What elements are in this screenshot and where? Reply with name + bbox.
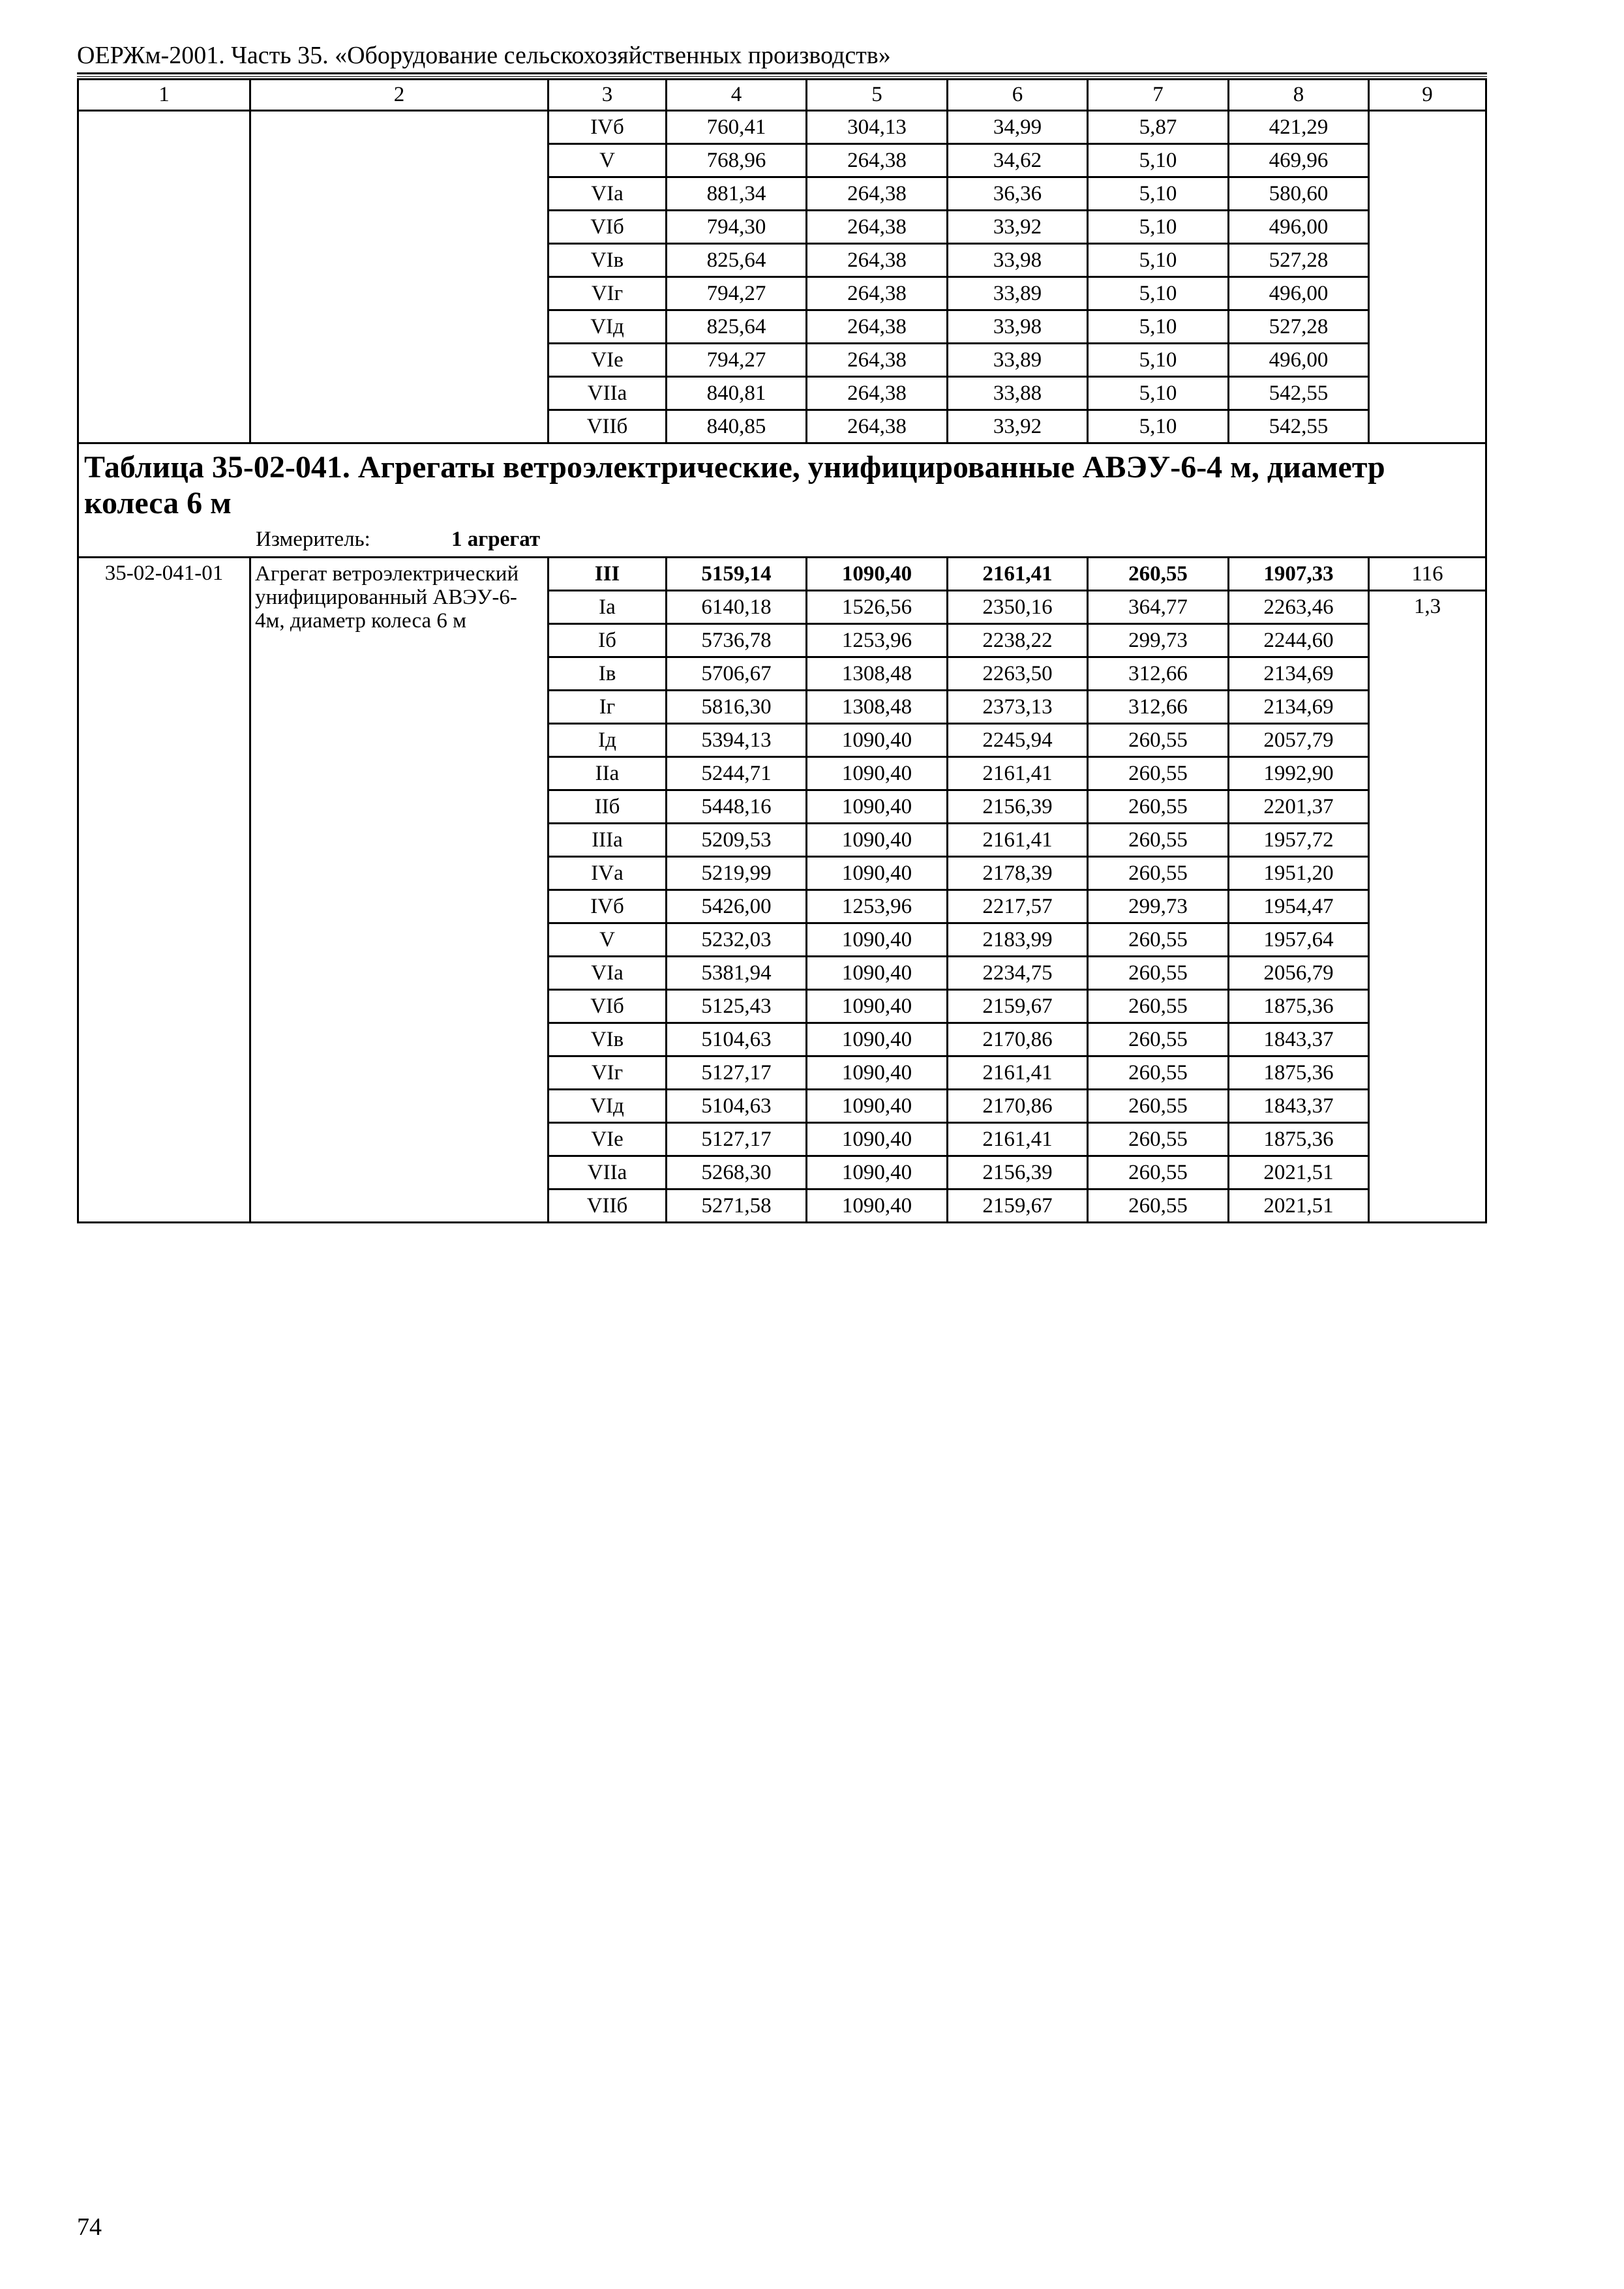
value-cell: 299,73 [1088, 624, 1229, 657]
value-cell: 5,10 [1088, 377, 1229, 410]
zone-cell: IIIа [549, 824, 667, 857]
table-title: Таблица 35-02-041. Агрегаты ветроэлектрические, унифицированные АВЭУ-6-4 м, диаметр колеса 6 м [84, 450, 1385, 520]
value-cell: 2161,41 [948, 757, 1088, 790]
zone-cell: IVб [549, 890, 667, 923]
measure-label: Измеритель: [256, 528, 370, 551]
value-cell: 5448,16 [667, 790, 807, 824]
continued-col9-cell [1369, 111, 1486, 443]
value-cell: 1090,40 [807, 1056, 948, 1090]
value-cell: 33,92 [948, 211, 1088, 244]
zone-cell: VIIб [549, 1189, 667, 1223]
value-cell: 260,55 [1088, 1090, 1229, 1123]
value-cell: 2021,51 [1229, 1156, 1369, 1189]
value-cell: 1992,90 [1229, 757, 1369, 790]
zone-cell: Iа [549, 591, 667, 624]
zone-cell: VIа [549, 957, 667, 990]
header-rule-thin [77, 76, 1487, 77]
value-cell: 1090,40 [807, 724, 948, 757]
zone-cell: VIе [549, 1123, 667, 1156]
value-cell: 881,34 [667, 177, 807, 211]
value-cell: 5381,94 [667, 957, 807, 990]
value-cell: 260,55 [1088, 857, 1229, 890]
value-cell: 5127,17 [667, 1123, 807, 1156]
value-cell: 5,10 [1088, 177, 1229, 211]
value-cell: 760,41 [667, 111, 807, 144]
value-cell: 364,77 [1088, 591, 1229, 624]
column-number: 4 [667, 80, 807, 111]
value-cell: 34,62 [948, 144, 1088, 177]
value-cell: 1090,40 [807, 824, 948, 857]
value-cell: 1308,48 [807, 691, 948, 724]
value-cell: 1090,40 [807, 1023, 948, 1056]
rates-table [77, 78, 1487, 1223]
value-cell: 1090,40 [807, 1123, 948, 1156]
value-cell: 496,00 [1229, 277, 1369, 310]
column-number: 5 [807, 80, 948, 111]
value-cell: 5,10 [1088, 211, 1229, 244]
value-cell: 1308,48 [807, 657, 948, 691]
value-cell: 768,96 [667, 144, 807, 177]
value-cell: 260,55 [1088, 790, 1229, 824]
value-cell: 260,55 [1088, 957, 1229, 990]
value-cell: 1951,20 [1229, 857, 1369, 890]
zone-cell: IVа [549, 857, 667, 890]
value-cell: 5,10 [1088, 144, 1229, 177]
value-cell: 1253,96 [807, 624, 948, 657]
measure-line [84, 521, 1479, 556]
value-cell: 1875,36 [1229, 990, 1369, 1023]
value-cell: 2161,41 [948, 1056, 1088, 1090]
value-cell: 1957,64 [1229, 923, 1369, 957]
value-cell: 260,55 [1088, 824, 1229, 857]
zone-cell: VIа [549, 177, 667, 211]
value-cell: 264,38 [807, 244, 948, 277]
zone-cell: Iд [549, 724, 667, 757]
value-cell: 2263,50 [948, 657, 1088, 691]
value-cell: 5,10 [1088, 310, 1229, 344]
value-cell: 264,38 [807, 310, 948, 344]
item-name: Агрегат ветроэлектрический унифицированный АВЭУ-6-4м, диаметр колеса 6 м [250, 558, 549, 1223]
value-cell: 2161,41 [948, 824, 1088, 857]
value-cell: 5127,17 [667, 1056, 807, 1090]
zone-cell: VIб [549, 990, 667, 1023]
column-number: 2 [250, 80, 549, 111]
value-cell: 5706,67 [667, 657, 807, 691]
value-cell: 264,38 [807, 377, 948, 410]
zone-cell: VIIа [549, 377, 667, 410]
value-cell: 794,30 [667, 211, 807, 244]
value-cell: 33,98 [948, 244, 1088, 277]
value-cell: 2217,57 [948, 890, 1088, 923]
zone-cell: Iб [549, 624, 667, 657]
value-cell: 264,38 [807, 344, 948, 377]
value-cell: 1090,40 [807, 857, 948, 890]
value-cell: 2350,16 [948, 591, 1088, 624]
value-cell: 1954,47 [1229, 890, 1369, 923]
value-cell: 1843,37 [1229, 1023, 1369, 1056]
value-cell: 1090,40 [807, 1156, 948, 1189]
page-header: ОЕРЖм-2001. Часть 35. «Оборудование сельскохозяйственных производств» [77, 42, 891, 69]
value-cell: 2263,46 [1229, 591, 1369, 624]
value-cell: 5,10 [1088, 244, 1229, 277]
rates-table-body [78, 80, 1486, 1223]
value-cell: 5159,14 [667, 558, 807, 591]
value-cell: 2234,75 [948, 957, 1088, 990]
value-cell: 264,38 [807, 410, 948, 443]
value-cell: 2161,41 [948, 1123, 1088, 1156]
value-cell: 33,88 [948, 377, 1088, 410]
column-number: 6 [948, 80, 1088, 111]
zone-cell: VIг [549, 277, 667, 310]
value-cell: 5232,03 [667, 923, 807, 957]
value-cell: 260,55 [1088, 1189, 1229, 1223]
value-cell: 794,27 [667, 277, 807, 310]
value-cell: 2178,39 [948, 857, 1088, 890]
value-cell: 527,28 [1229, 310, 1369, 344]
table-title-row [78, 443, 1486, 558]
zone-cell: Iг [549, 691, 667, 724]
value-cell: 2159,67 [948, 1189, 1088, 1223]
value-cell: 5219,99 [667, 857, 807, 890]
column-number: 8 [1229, 80, 1369, 111]
column-number: 7 [1088, 80, 1229, 111]
value-cell: 2201,37 [1229, 790, 1369, 824]
value-cell: 2159,67 [948, 990, 1088, 1023]
page-number: 74 [77, 2213, 102, 2241]
value-cell: 5125,43 [667, 990, 807, 1023]
value-cell: 5736,78 [667, 624, 807, 657]
value-cell: 825,64 [667, 310, 807, 344]
value-cell: 5,10 [1088, 410, 1229, 443]
value-cell: 299,73 [1088, 890, 1229, 923]
value-cell: 1090,40 [807, 790, 948, 824]
value-cell: 1090,40 [807, 923, 948, 957]
value-cell: 33,98 [948, 310, 1088, 344]
value-cell: 2156,39 [948, 1156, 1088, 1189]
value-cell: 260,55 [1088, 1123, 1229, 1156]
header-rule [77, 72, 1487, 74]
value-cell: 2134,69 [1229, 691, 1369, 724]
value-cell: 5271,58 [667, 1189, 807, 1223]
value-cell: 5816,30 [667, 691, 807, 724]
zone-cell: V [549, 144, 667, 177]
table-row [78, 111, 1486, 144]
column-number-row [78, 80, 1486, 111]
zone-cell: VIб [549, 211, 667, 244]
item-col9-value: 1,3 [1369, 591, 1486, 1223]
value-cell: 33,89 [948, 344, 1088, 377]
value-cell: 794,27 [667, 344, 807, 377]
value-cell: 2245,94 [948, 724, 1088, 757]
value-cell: 840,85 [667, 410, 807, 443]
value-cell: 5104,63 [667, 1023, 807, 1056]
value-cell: 527,28 [1229, 244, 1369, 277]
value-cell: 1090,40 [807, 990, 948, 1023]
value-cell: 312,66 [1088, 691, 1229, 724]
value-cell: 2238,22 [948, 624, 1088, 657]
value-cell: 6140,18 [667, 591, 807, 624]
value-cell: 542,55 [1229, 377, 1369, 410]
zone-cell: VIIа [549, 1156, 667, 1189]
value-cell: 260,55 [1088, 1056, 1229, 1090]
value-cell: 36,36 [948, 177, 1088, 211]
value-cell: 2170,86 [948, 1023, 1088, 1056]
zone-cell: VIг [549, 1056, 667, 1090]
value-cell: 264,38 [807, 211, 948, 244]
value-cell: 5426,00 [667, 890, 807, 923]
value-cell: 5,87 [1088, 111, 1229, 144]
value-cell: 5104,63 [667, 1090, 807, 1123]
zone-cell: VIе [549, 344, 667, 377]
continued-name-cell [250, 111, 549, 443]
column-number: 1 [78, 80, 250, 111]
value-cell: 33,92 [948, 410, 1088, 443]
value-cell: 264,38 [807, 144, 948, 177]
zone-cell: VIд [549, 310, 667, 344]
value-cell: 2056,79 [1229, 957, 1369, 990]
value-cell: 1843,37 [1229, 1090, 1369, 1123]
value-cell: 264,38 [807, 277, 948, 310]
column-number: 9 [1369, 80, 1486, 111]
value-cell: 1090,40 [807, 757, 948, 790]
value-cell: 496,00 [1229, 211, 1369, 244]
item-code: 35-02-041-01 [78, 558, 250, 1223]
value-cell: 33,89 [948, 277, 1088, 310]
value-cell: 5244,71 [667, 757, 807, 790]
value-cell: 2244,60 [1229, 624, 1369, 657]
value-cell: 1526,56 [807, 591, 948, 624]
value-cell: 260,55 [1088, 990, 1229, 1023]
value-cell: 5209,53 [667, 824, 807, 857]
value-cell: 2161,41 [948, 558, 1088, 591]
value-cell: 260,55 [1088, 923, 1229, 957]
value-cell: 5,10 [1088, 344, 1229, 377]
zone-cell: VIв [549, 244, 667, 277]
item-col9-value: 116 [1369, 558, 1486, 591]
zone-cell: IIб [549, 790, 667, 824]
value-cell: 2134,69 [1229, 657, 1369, 691]
continued-code-cell [78, 111, 250, 443]
value-cell: 2156,39 [948, 790, 1088, 824]
value-cell: 1957,72 [1229, 824, 1369, 857]
value-cell: 840,81 [667, 377, 807, 410]
value-cell: 264,38 [807, 177, 948, 211]
value-cell: 496,00 [1229, 344, 1369, 377]
zone-cell: VIд [549, 1090, 667, 1123]
value-cell: 825,64 [667, 244, 807, 277]
zone-cell: IVб [549, 111, 667, 144]
value-cell: 304,13 [807, 111, 948, 144]
value-cell: 2170,86 [948, 1090, 1088, 1123]
value-cell: 2373,13 [948, 691, 1088, 724]
value-cell: 260,55 [1088, 558, 1229, 591]
table-title-cell [78, 443, 1486, 558]
value-cell: 1090,40 [807, 1090, 948, 1123]
value-cell: 421,29 [1229, 111, 1369, 144]
value-cell: 260,55 [1088, 724, 1229, 757]
value-cell: 1907,33 [1229, 558, 1369, 591]
zone-cell: IIа [549, 757, 667, 790]
value-cell: 260,55 [1088, 1023, 1229, 1056]
value-cell: 580,60 [1229, 177, 1369, 211]
value-cell: 1090,40 [807, 957, 948, 990]
measure-unit: 1 агрегат [451, 528, 541, 551]
value-cell: 260,55 [1088, 1156, 1229, 1189]
zone-cell: Iв [549, 657, 667, 691]
value-cell: 34,99 [948, 111, 1088, 144]
value-cell: 469,96 [1229, 144, 1369, 177]
value-cell: 2021,51 [1229, 1189, 1369, 1223]
value-cell: 312,66 [1088, 657, 1229, 691]
value-cell: 1090,40 [807, 1189, 948, 1223]
value-cell: 260,55 [1088, 757, 1229, 790]
value-cell: 2183,99 [948, 923, 1088, 957]
value-cell: 2057,79 [1229, 724, 1369, 757]
table-row [78, 558, 1486, 591]
value-cell: 542,55 [1229, 410, 1369, 443]
value-cell: 1253,96 [807, 890, 948, 923]
column-number: 3 [549, 80, 667, 111]
value-cell: 5268,30 [667, 1156, 807, 1189]
zone-cell: III [549, 558, 667, 591]
value-cell: 1090,40 [807, 558, 948, 591]
value-cell: 1875,36 [1229, 1123, 1369, 1156]
value-cell: 5,10 [1088, 277, 1229, 310]
zone-cell: VIIб [549, 410, 667, 443]
value-cell: 1875,36 [1229, 1056, 1369, 1090]
value-cell: 5394,13 [667, 724, 807, 757]
zone-cell: VIв [549, 1023, 667, 1056]
zone-cell: V [549, 923, 667, 957]
